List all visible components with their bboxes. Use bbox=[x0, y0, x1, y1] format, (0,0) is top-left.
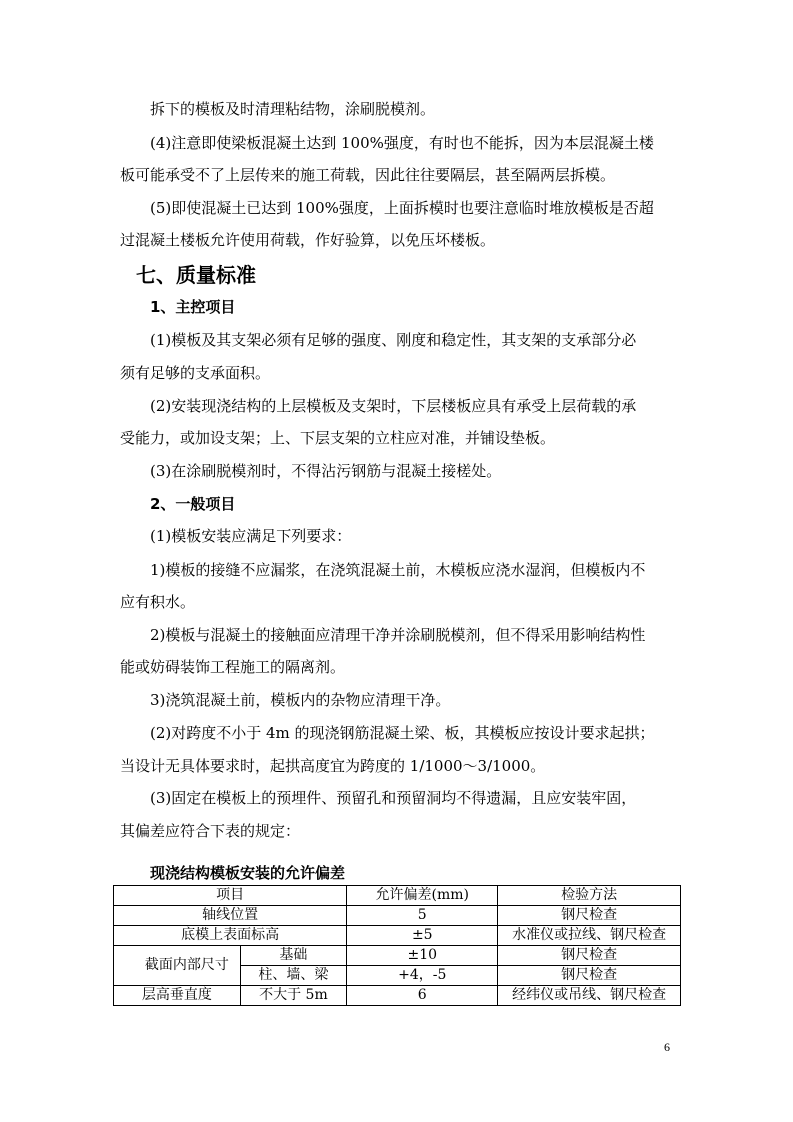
paragraph-line: 其偏差应符合下表的规定： bbox=[120, 822, 301, 840]
paragraph-line: 拆下的模板及时清理粘结物，涂刷脱模剂。 bbox=[150, 100, 436, 118]
paragraph-line: 1)模板的接缝不应漏浆，在浇筑混凝土前，木模板应浇水湿润，但模板内不 bbox=[150, 561, 646, 579]
cell-tolerance: 6 bbox=[347, 986, 498, 1006]
paragraph-line: (5)即使混凝土已达到 100%强度，上面拆模时也要注意临时堆放模板是否超 bbox=[150, 199, 654, 217]
header-item: 项目 bbox=[114, 886, 347, 906]
cell-item: 底模上表面标高 bbox=[114, 926, 347, 946]
header-method: 检验方法 bbox=[498, 886, 681, 906]
paragraph-line: 2)模板与混凝土的接触面应清理干净并涂刷脱模剂，但不得采用影响结构性 bbox=[150, 626, 646, 644]
cell-method: 钢尺检查 bbox=[498, 946, 681, 966]
table-row bbox=[114, 906, 681, 926]
cell-item: 轴线位置 bbox=[114, 906, 347, 926]
paragraph-line: (2)安装现浇结构的上层模板及支架时，下层楼板应具有承受上层荷载的承 bbox=[150, 397, 637, 415]
paragraph-line: (3)在涂刷脱模剂时，不得沾污钢筋与混凝土接槎处。 bbox=[150, 462, 502, 480]
page-number: 6 bbox=[664, 1040, 670, 1054]
cell-method: 钢尺检查 bbox=[498, 906, 681, 926]
cell-method: 钢尺检查 bbox=[498, 966, 681, 986]
cell-method: 经纬仪或吊线、钢尺检查 bbox=[498, 986, 681, 1006]
paragraph-line: 须有足够的支承面积。 bbox=[120, 364, 271, 382]
section-title: 七、质量标准 bbox=[136, 263, 256, 287]
cell-subitem: 基础 bbox=[240, 946, 346, 966]
cell-tolerance: ±5 bbox=[347, 926, 498, 946]
cell-tolerance: ±10 bbox=[347, 946, 498, 966]
paragraph-line: 应有积水。 bbox=[120, 593, 196, 611]
subsection-title: 2、一般项目 bbox=[150, 495, 236, 513]
paragraph-line: 过混凝土楼板允许使用荷载，作好验算，以免压坏楼板。 bbox=[120, 231, 496, 249]
paragraph-line: 受能力，或加设支架；上、下层支架的立柱应对准，并铺设垫板。 bbox=[120, 429, 556, 447]
tolerance-table bbox=[113, 885, 681, 1006]
cell-method: 水准仪或拉线、钢尺检查 bbox=[498, 926, 681, 946]
paragraph-line: (1)模板及其支架必须有足够的强度、刚度和稳定性，其支架的支承部分必 bbox=[150, 331, 637, 349]
cell-subitem: 柱、墙、梁 bbox=[240, 966, 346, 986]
paragraph-line: (3)固定在模板上的预埋件、预留孔和预留洞均不得遗漏，且应安装牢固， bbox=[150, 789, 637, 807]
table-row bbox=[114, 926, 681, 946]
table-header-row bbox=[114, 886, 681, 906]
paragraph-line: 板可能承受不了上层传来的施工荷载，因此往往要隔层，甚至隔两层拆模。 bbox=[120, 166, 616, 184]
cell-tolerance: 5 bbox=[347, 906, 498, 926]
table-caption: 现浇结构模板安装的允许偏差 bbox=[150, 864, 346, 882]
header-tolerance: 允许偏差(mm) bbox=[347, 886, 498, 906]
paragraph-line: 当设计无具体要求时，起拱高度宜为跨度的 1/1000～3/1000。 bbox=[120, 757, 546, 775]
paragraph-line: (2)对跨度不小于 4m 的现浇钢筋混凝土梁、板，其模板应按设计要求起拱； bbox=[150, 724, 655, 742]
table-row bbox=[114, 946, 681, 966]
paragraph-line: 3)浇筑混凝土前，模板内的杂物应清理干净。 bbox=[150, 691, 451, 709]
cell-subitem: 不大于 5m bbox=[240, 986, 346, 1006]
paragraph-line: 能或妨碍装饰工程施工的隔离剂。 bbox=[120, 658, 346, 676]
table-row bbox=[114, 986, 681, 1006]
cell-item: 层高垂直度 bbox=[114, 986, 241, 1006]
subsection-title: 1、主控项目 bbox=[150, 298, 236, 316]
paragraph-line: (1)模板安装应满足下列要求： bbox=[150, 527, 352, 545]
cell-item: 截面内部尺寸 bbox=[114, 946, 241, 986]
paragraph-line: (4)注意即使梁板混凝土达到 100%强度，有时也不能拆，因为本层混凝土楼 bbox=[150, 134, 654, 152]
cell-tolerance: +4，-5 bbox=[347, 966, 498, 986]
